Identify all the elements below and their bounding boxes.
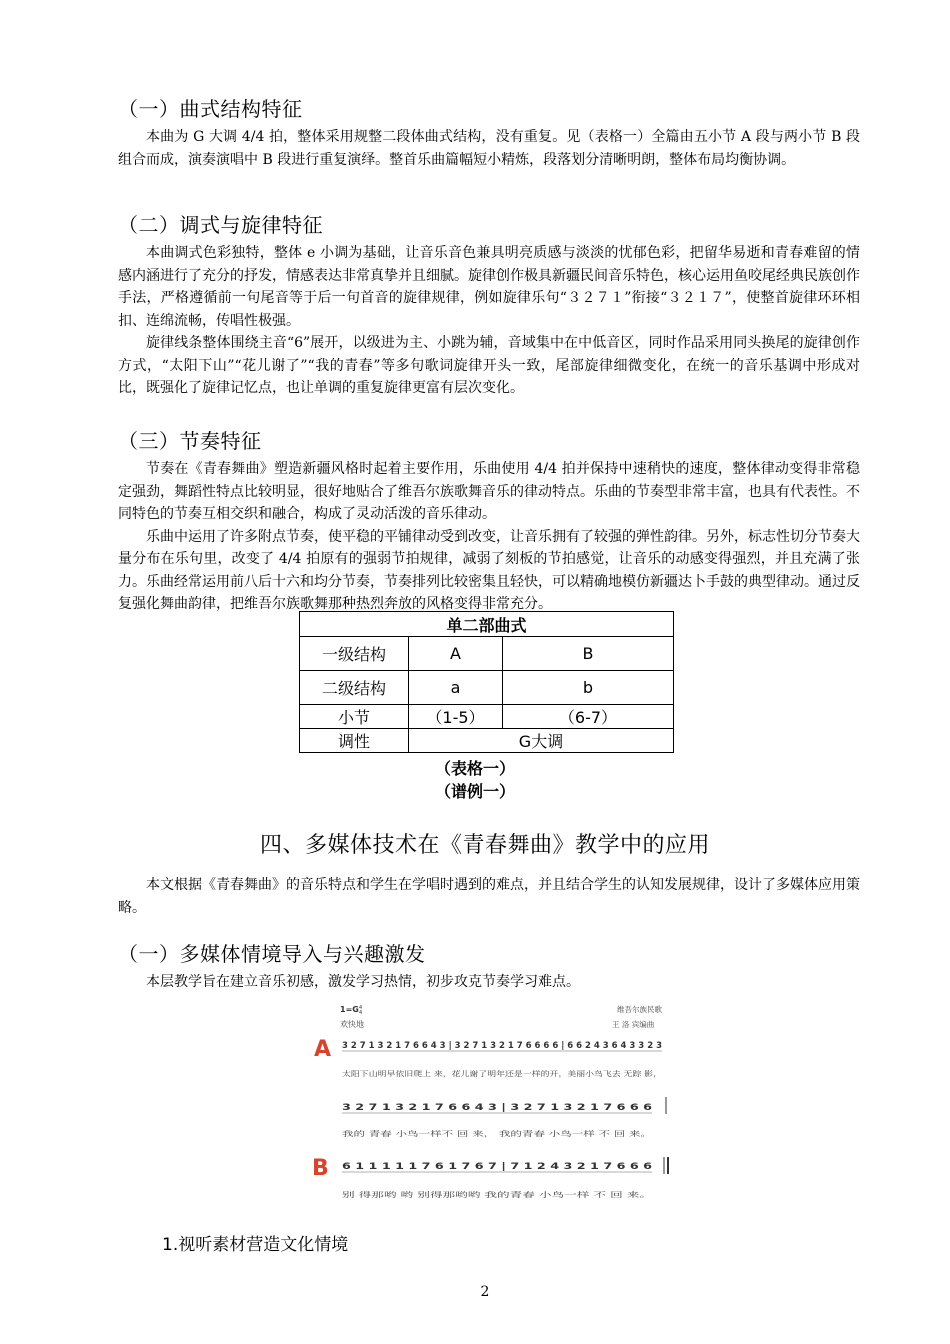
paragraph: 本曲为 G 大调 4/4 拍，整体采用规整二段体曲式结构，没有重复。见（表格一）全篇由五小节 A 段与两小节 B 段组合而成，演奏演唱中 B 段进行重复演绎。整首乐曲篇幅短小精炼，段落划分清晰明朗，整体布局均衡协调。	[118, 129, 860, 168]
music-score-figure	[312, 1002, 672, 1208]
table-row-label: 二级结构	[300, 671, 409, 705]
paragraph-block	[118, 242, 860, 400]
table-cell: a	[409, 671, 503, 705]
section-heading: （一）多媒体情境导入与兴趣激发	[118, 942, 426, 966]
score-key: 1=G	[340, 1005, 359, 1014]
table-caption: （表格一）	[434, 759, 515, 778]
score-meter-bottom: 4	[359, 1010, 363, 1016]
paragraph: 旋律线条整体围绕主音“6”展开，以级进为主、小跳为辅，音域集中在中低音区，同时作品采用同头换尾的旋律创作方式，“太阳下山”“花儿谢了”“我的青春”等多句歌词旋律开头一致，尾部旋律细微变化，在统一的音乐基调中形成对比，既强化了旋律记忆点，也让单调的重复旋律更富有层次变化。	[118, 335, 860, 396]
score-lyrics-line-3: 别 得那哟 哟 别得那哟哟 我的青春 小鸟一样 不 回 来。	[342, 1191, 514, 1199]
paragraph: 节奏在《青春舞曲》塑造新疆风格时起着主要作用，乐曲使用 4/4 拍并保持中速稍快的速度，整体律动变得非常稳定强劲，舞蹈性特点比较明显，很好地贴合了维吾尔族歌舞音乐的律动特点。乐曲的节奏型非常丰富，也具有代表性。不同特色的节奏互相交织和融合，构成了灵动活泼的音乐律动。	[118, 461, 860, 522]
paragraph-block	[118, 458, 860, 616]
table-cell: A	[409, 637, 503, 671]
table-row-label: 小节	[300, 705, 409, 729]
table-cell: B	[503, 637, 674, 671]
table-row-label: 调性	[300, 729, 409, 753]
section-label-b: B	[312, 1156, 329, 1181]
score-genre: 维吾尔族民歌	[617, 1005, 662, 1014]
paragraph: 本曲调式色彩独特，整体 e 小调为基础，让音乐音色兼具明亮质感与淡淡的忧郁色彩，把留华易逝和青春难留的情感内涵进行了充分的抒发，情感表达非常真挚并且细腻。旋律创作极具新疆民间音乐特色，核心运用鱼咬尾经典民族创作手法，严格遵循前一句尾音等于后一句首音的旋律规律，例如旋律乐句“３２７１”衔接“３２１７”，使整首旋律环环相扣、连绵流畅，传唱性极强。	[118, 245, 860, 329]
paragraph: 本层教学旨在建立音乐初感，激发学习热情，初步攻克节奏学习难点。	[146, 974, 580, 990]
table-title: 单二部曲式	[300, 612, 674, 637]
table-cell: b	[503, 671, 674, 705]
subsection-heading: 1.视听素材营造文化情境	[162, 1235, 349, 1255]
score-notes-line-2: 3 2 7 1 3 2 1 7 6 6 4 3 | 3 2 7 1 3 2 1 7 6 6 6	[342, 1103, 652, 1113]
page-number: 2	[480, 1284, 490, 1300]
score-meter-top: 4	[359, 1005, 363, 1011]
score-lyrics-line-1: 太阳下山明早依旧爬上 来，花儿谢了明年还是一样的开，美丽小鸟飞去 无踪 影，	[342, 1070, 594, 1078]
paragraph: 本文根据《青春舞曲》的音乐特点和学生在学唱时遇到的难点，并且结合学生的认知发展规律，设计了多媒体应用策略。	[118, 877, 860, 916]
score-svg	[312, 1002, 672, 1208]
table-cell: （1-5）	[409, 705, 503, 729]
example-caption: （谱例一）	[434, 782, 515, 801]
section-heading: （三）节奏特征	[118, 429, 262, 453]
score-notes-line-3: 6 1 1 1 1 1 7 6 1 7 6 7 | 7 1 2 4 3 2 1 7 6 6 6	[342, 1162, 652, 1172]
section-label-a: A	[314, 1037, 332, 1062]
table-cell: （6-7）	[503, 705, 674, 729]
form-structure-table	[299, 611, 674, 753]
score-lyrics-line-2: 我的 青春 小鸟一样不 回 来， 我的青春 小鸟一样 不 回 来。	[342, 1130, 531, 1138]
paragraph-block	[118, 874, 860, 919]
table-row-label: 一级结构	[300, 637, 409, 671]
paragraph: 乐曲中运用了许多附点节奏，使平稳的平铺律动受到改变，让音乐拥有了较强的弹性韵律。另外，标志性切分节奏大量分布在乐句里，改变了 4/4 拍原有的强弱节拍规律，减弱了刻板的节拍感觉，让音乐的动感变得强烈，并且充满了张力。乐曲经常运用前八后十六和均分节奏，节奏排列比较密集且轻快，可以精确地模仿新疆达卜手鼓的典型律动。通过反复强化舞曲韵律，把维吾尔族歌舞那种热烈奔放的风格变得非常充分。	[118, 528, 860, 612]
score-notes-line-1: 3 2 7 1 3 2 1 7 6 6 4 3 | 3 2 7 1 3 2 1 7 6 6 6 6 | 6 6 2 4 3 6 4 3 3 2 3	[342, 1041, 662, 1051]
section-heading: （一）曲式结构特征	[118, 97, 303, 121]
score-arranger: 王 洛 宾编曲	[612, 1020, 655, 1029]
chapter-heading: 四、多媒体技术在《青春舞曲》教学中的应用	[259, 833, 710, 858]
table-cell: G大调	[409, 729, 674, 753]
score-tempo: 欢快地	[340, 1020, 364, 1029]
paragraph-block	[118, 126, 860, 171]
paragraph-block	[118, 971, 860, 994]
section-heading: （二）调式与旋律特征	[118, 213, 323, 237]
